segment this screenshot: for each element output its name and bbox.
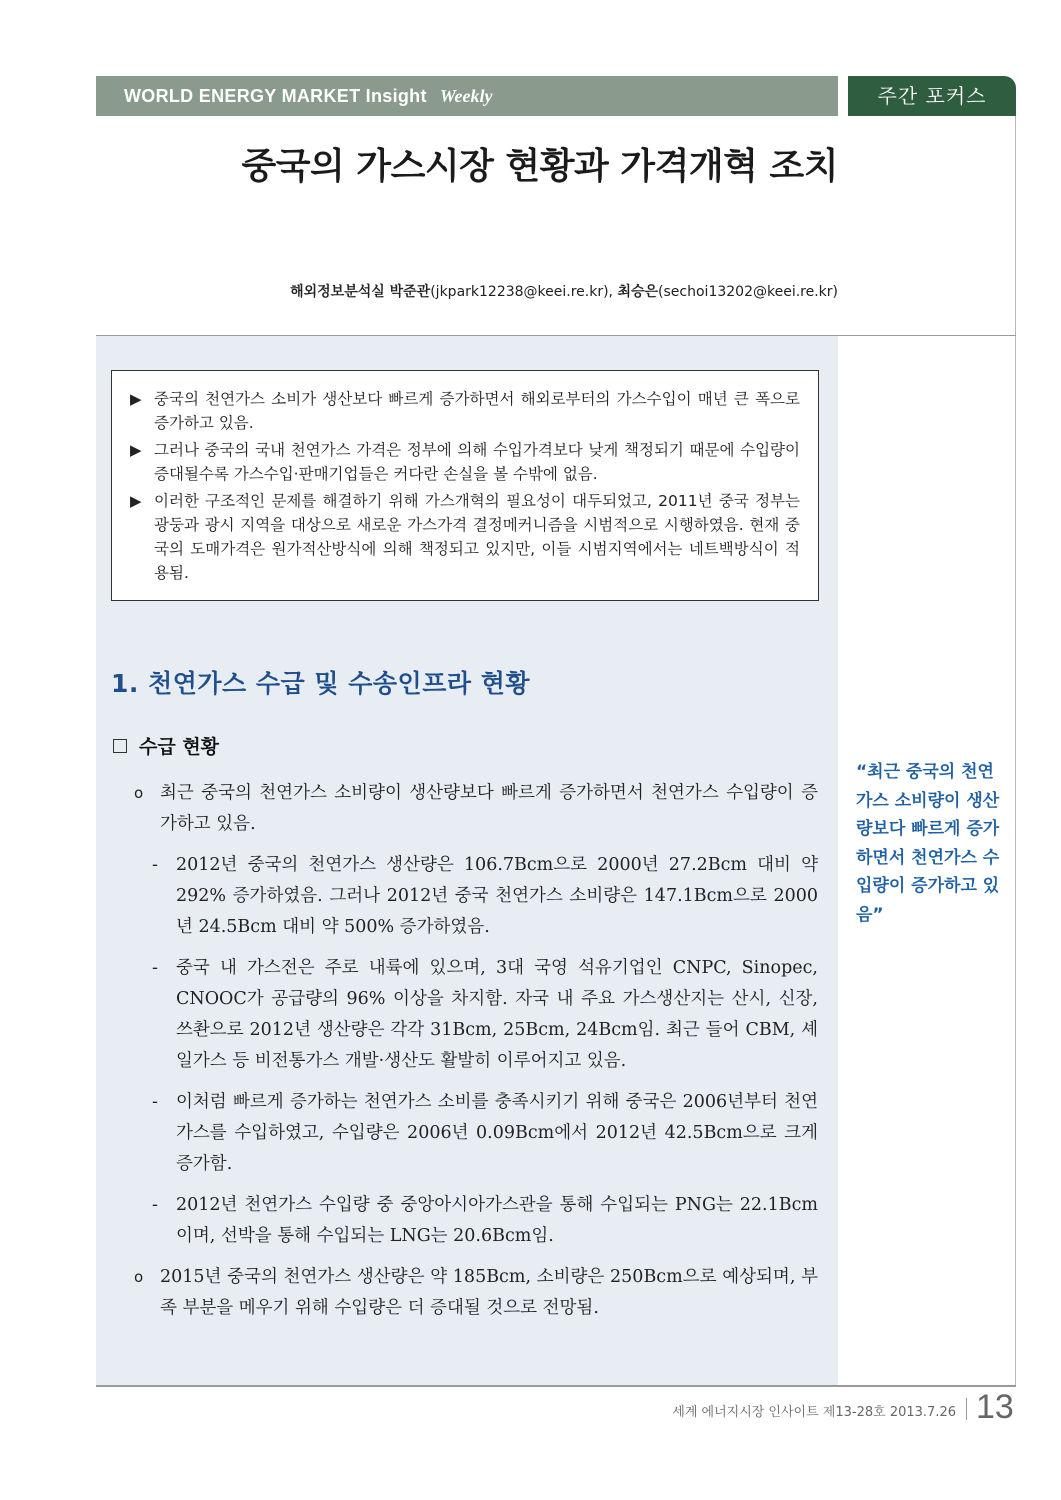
author-dept-name: 해외정보분석실 박준관 <box>290 284 431 300</box>
header-bar <box>96 76 838 116</box>
dash-bullet-icon: - <box>152 855 158 875</box>
paragraph-text: 이처럼 빠르게 증가하는 천연가스 소비를 충족시키기 위해 중국은 2006년부터 천연가스를 수입하였고, 수입량은 2006년 0.09Bcm에서 2012년 42.5Bcm으로 크게 증가함. <box>176 1092 818 1174</box>
paragraph-text: 중국 내 가스전은 주로 내륙에 있으며, 3대 국영 석유기업인 CNPC, Sinopec, CNOOC가 공급량의 96% 이상을 차지함. 자국 내 주요 가스생산지는 산시, 신장, 쓰촨으로 2012년 생산량은 각각 31Bcm, 25Bcm, 24Bcm임. 최근 들어 CBM, 셰일가스 등 비전통가스 개발·생산도 활발히 이루어지고 있음. <box>176 958 818 1071</box>
paragraph-text: 최근 중국의 천연가스 소비량이 생산량보다 빠르게 증가하면서 천연가스 수입량이 증가하고 있음. <box>160 783 818 834</box>
dash-bullet-icon: - <box>152 1195 158 1215</box>
right-divider <box>1015 116 1016 1386</box>
bottom-divider <box>96 1385 1016 1387</box>
summary-box <box>111 370 819 601</box>
triangle-bullet-icon: ▶ <box>130 441 142 459</box>
circle-bullet-icon: o <box>134 784 144 802</box>
summary-item <box>130 489 800 585</box>
pull-quote: “최근 중국의 천연가스 소비량이 생산량보다 빠르게 증가하면서 천연가스 수입량이 증가하고 있음” <box>856 762 1000 925</box>
page-number: 13 <box>976 1388 1014 1426</box>
section-heading: 1. 천연가스 수급 및 수송인프라 현황 <box>111 669 531 698</box>
summary-text: 중국의 천연가스 소비가 생산보다 빠르게 증가하면서 해외로부터의 가스수입이 매년 큰 폭으로 증가하고 있음. <box>154 390 800 432</box>
circle-bullet-item <box>128 778 818 840</box>
author-name-2: 최승은 <box>617 284 659 300</box>
publication-weekly: Weekly <box>439 86 493 106</box>
dash-item <box>152 953 818 1077</box>
body-text <box>128 778 818 1334</box>
footer-publication: 세계 에너지시장 인사이트 제13-28호 2013.7.26 <box>672 1405 956 1420</box>
summary-item <box>130 438 800 486</box>
dash-bullet-icon: - <box>152 958 158 978</box>
author-email-1: (jkpark12238@keei.re.kr), <box>430 284 618 300</box>
summary-text: 이러한 구조적인 문제를 해결하기 위해 가스개혁의 필요성이 대두되었고, 2011년 중국 정부는 광둥과 광시 지역을 대상으로 새로운 가스가격 결정메커니즘을 시범적으로 시행하였음. 현재 중국의 도매가격은 원가적산방식에 의해 책정되고 있지만, 이들 시범지역에서는 네트백방식이 적용됨. <box>154 492 800 582</box>
triangle-bullet-icon: ▶ <box>130 492 142 510</box>
paragraph-text: 2015년 중국의 천연가스 생산량은 약 185Bcm, 소비량은 250Bcm으로 예상되며, 부족 부분을 메우기 위해 수입량은 더 증대될 것으로 전망됨. <box>160 1267 818 1318</box>
publication-title: WORLD ENERGY MARKET Insight <box>124 86 427 106</box>
dash-item <box>152 1190 818 1252</box>
section-tab: 주간 포커스 <box>848 76 1016 116</box>
footer-separator <box>966 1398 967 1420</box>
circle-bullet-icon: o <box>134 1268 144 1286</box>
summary-item <box>130 387 800 435</box>
summary-text: 그러나 중국의 국내 천연가스 가격은 정부에 의해 수입가격보다 낮게 책정되기 때문에 수입량이 증대될수록 가스수입·판매기업들은 커다란 손실을 볼 수밖에 없음. <box>154 441 800 483</box>
article-title: 중국의 가스시장 현황과 가격개혁 조치 <box>241 146 838 187</box>
article-authors <box>96 281 838 301</box>
paragraph-text: 2012년 천연가스 수입량 중 중앙아시아가스관을 통해 수입되는 PNG는 22.1Bcm이며, 선박을 통해 수입되는 LNG는 20.6Bcm임. <box>176 1195 818 1246</box>
dash-bullet-icon: - <box>152 1092 158 1112</box>
square-bullet-icon <box>113 739 127 753</box>
triangle-bullet-icon: ▶ <box>130 390 142 408</box>
dash-item <box>152 850 818 943</box>
dash-item <box>152 1087 818 1180</box>
circle-bullet-item <box>128 1262 818 1324</box>
paragraph-text: 2012년 중국의 천연가스 생산량은 106.7Bcm으로 2000년 27.2Bcm 대비 약 292% 증가하였음. 그러나 2012년 중국 천연가스 소비량은 147.1Bcm으로 2000년 24.5Bcm 대비 약 500% 증가하였음. <box>176 855 818 937</box>
subsection-heading <box>113 732 219 759</box>
author-email-2: (sechoi13202@keei.re.kr) <box>658 284 838 300</box>
subsection-heading-text: 수급 현황 <box>139 736 220 758</box>
